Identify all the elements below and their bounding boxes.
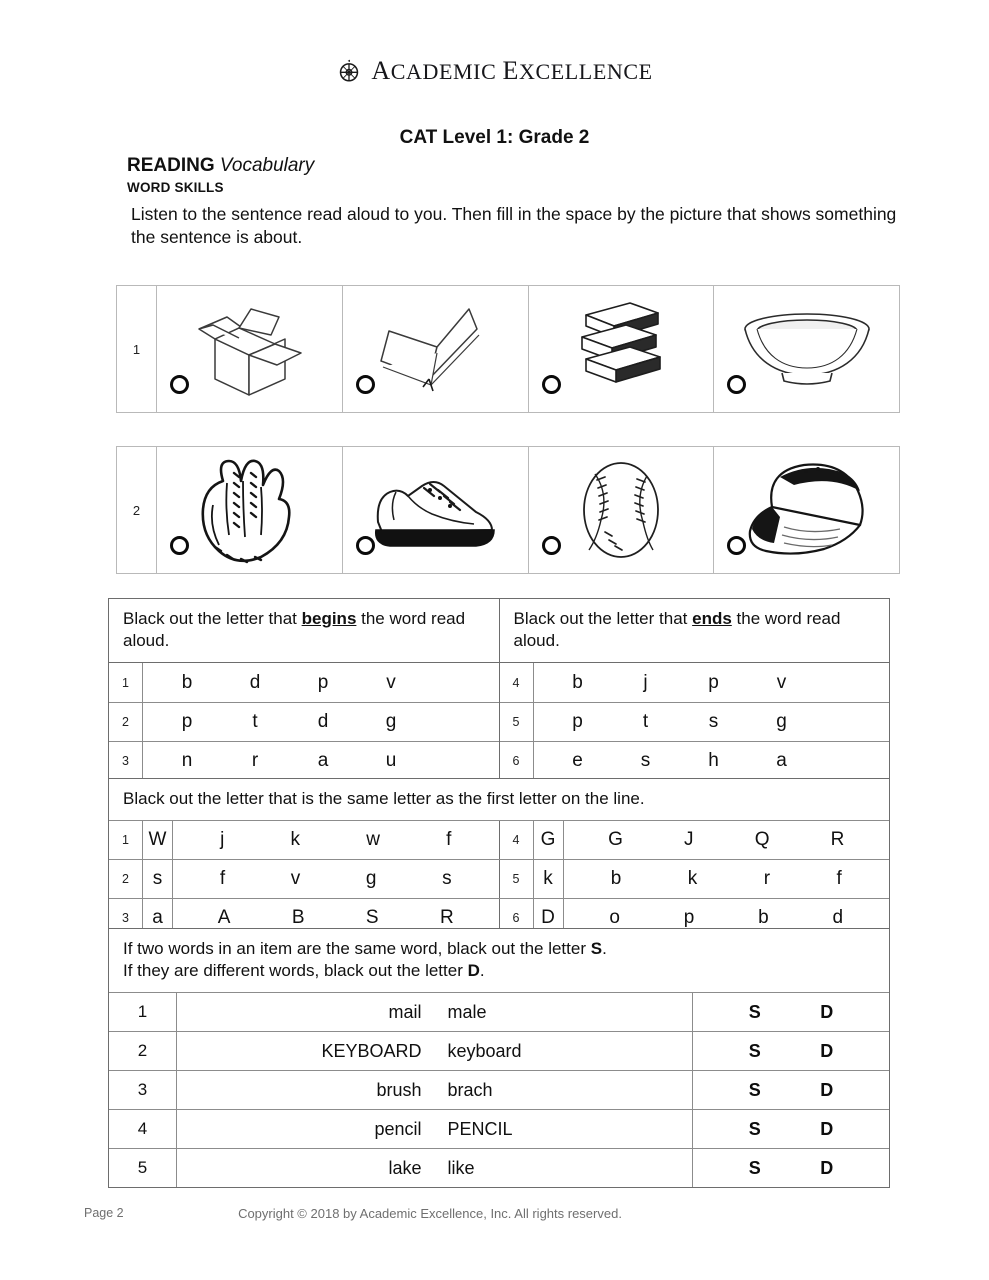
letter-option[interactable]: g <box>776 711 787 733</box>
letter-option[interactable]: R <box>830 829 845 851</box>
picture-choice[interactable] <box>343 447 529 573</box>
begins-ends-tables <box>109 662 889 780</box>
ends-prompt-cell <box>500 599 890 662</box>
letter-option[interactable]: R <box>440 907 454 929</box>
letter-option[interactable]: o <box>609 907 620 929</box>
baseball-cap-icon <box>732 455 882 565</box>
same-letter-right-cell <box>500 821 890 859</box>
table-row <box>109 1148 889 1187</box>
word-first: brush <box>376 1079 422 1100</box>
letter-option[interactable]: p <box>683 907 695 929</box>
word-pair <box>177 1071 693 1109</box>
option-same[interactable]: S <box>748 1118 761 1139</box>
letter-options <box>143 742 499 780</box>
row-number: 1 <box>109 821 143 859</box>
compass-rose-icon <box>336 58 362 84</box>
letter-option[interactable]: b <box>181 671 193 693</box>
word-second: brach <box>447 1079 493 1100</box>
prompt-line2-pre: If they are different words, black out the letter <box>123 961 468 981</box>
letter-option[interactable]: s <box>640 750 651 772</box>
letter-option[interactable]: b <box>610 868 622 890</box>
row-number: 4 <box>500 663 534 702</box>
begins-prompt-post: the word read aloud. <box>123 609 466 651</box>
same-different-prompt <box>109 929 889 992</box>
row-number: 2 <box>109 703 143 741</box>
prompt-line2-keyword: D <box>467 961 480 981</box>
word-pair <box>177 1110 693 1148</box>
table-row <box>500 702 890 741</box>
answer-bubble[interactable] <box>170 375 189 394</box>
footer-page-number: Page 2 <box>84 1206 124 1220</box>
letter-option[interactable]: d <box>249 671 261 693</box>
subject-subname: Vocabulary <box>219 155 315 176</box>
letter-option[interactable]: k <box>687 868 698 890</box>
letter-options <box>564 821 890 859</box>
option-same[interactable]: S <box>748 1157 761 1178</box>
letter-options <box>173 821 499 859</box>
reference-letter: G <box>534 821 564 859</box>
letter-option[interactable]: r <box>763 868 771 890</box>
subject-name: READING <box>127 155 215 176</box>
begins-ends-section <box>108 598 890 781</box>
table-row <box>109 1109 889 1148</box>
brand-header <box>0 56 989 86</box>
reference-letter: D <box>534 899 564 937</box>
letter-option[interactable]: r <box>251 750 259 772</box>
letter-option[interactable]: J <box>684 829 694 851</box>
row-number: 6 <box>500 742 534 780</box>
picture-choice[interactable] <box>157 447 343 573</box>
table-row <box>109 663 499 702</box>
picture-choice[interactable] <box>714 286 899 412</box>
begins-prompt-keyword: begins <box>301 609 357 628</box>
same-letter-right-cell <box>500 860 890 898</box>
option-different[interactable]: D <box>820 1040 834 1061</box>
table-row <box>109 1031 889 1070</box>
sd-options <box>693 1032 889 1070</box>
letter-options <box>534 703 890 741</box>
same-letter-left-cell <box>109 860 500 898</box>
word-second: PENCIL <box>447 1118 513 1139</box>
row-number: 6 <box>500 899 534 937</box>
row-number: 2 <box>109 1032 177 1070</box>
sd-options <box>693 1071 889 1109</box>
page-title: CAT Level 1: Grade 2 <box>399 127 590 148</box>
brand-name-a: A <box>371 56 391 85</box>
table-row <box>500 741 890 780</box>
letter-option[interactable]: p <box>317 671 329 693</box>
answer-bubble[interactable] <box>356 536 375 555</box>
letter-option[interactable]: A <box>217 907 231 929</box>
row-number: 5 <box>109 1149 177 1187</box>
table-row <box>109 1070 889 1109</box>
table-row <box>109 741 499 780</box>
word-pair <box>177 1149 693 1187</box>
letter-option[interactable]: f <box>446 829 452 851</box>
letter-option[interactable]: j <box>643 671 648 693</box>
begins-prompt <box>109 599 499 662</box>
row-number: 5 <box>500 860 534 898</box>
reference-letter: k <box>534 860 564 898</box>
picture-choice[interactable] <box>157 286 343 412</box>
letter-option[interactable]: g <box>365 868 377 890</box>
bowl-icon <box>732 301 882 397</box>
same-different-prompt-line2 <box>123 960 877 982</box>
subject-heading <box>127 155 314 177</box>
option-different[interactable]: D <box>820 1118 834 1139</box>
table-row <box>109 859 889 898</box>
open-box-icon <box>179 295 319 403</box>
ends-table <box>500 663 890 780</box>
letter-option[interactable]: j <box>220 829 225 851</box>
same-letter-prompt: Black out the letter that is the same letter as the first letter on the line. <box>123 789 645 808</box>
letter-options <box>564 860 890 898</box>
item-number: 2 <box>117 447 157 573</box>
answer-bubble[interactable] <box>542 375 561 394</box>
same-letter-section <box>108 778 890 938</box>
sneaker-icon <box>360 464 510 556</box>
letter-option[interactable]: v <box>290 868 301 890</box>
brand-name-academic: CADEMIC <box>390 59 497 84</box>
picture-choice[interactable] <box>529 447 715 573</box>
letter-options <box>534 663 890 702</box>
ends-prompt-keyword: ends <box>692 609 732 628</box>
table-row <box>109 820 889 859</box>
letter-option[interactable]: k <box>290 829 301 851</box>
row-number: 4 <box>500 821 534 859</box>
ends-prompt <box>500 599 890 662</box>
letter-option[interactable]: p <box>572 711 583 733</box>
option-same[interactable]: S <box>748 1040 761 1061</box>
row-number: 3 <box>109 742 143 780</box>
sd-options <box>693 993 889 1031</box>
letter-option[interactable]: G <box>608 829 623 851</box>
letter-option[interactable]: t <box>642 711 649 733</box>
row-number: 1 <box>109 663 143 702</box>
begins-prompt-cell <box>109 599 500 662</box>
footer-copyright: Copyright © 2018 by Academic Excellence, Inc. All rights reserved. <box>238 1206 622 1221</box>
letter-option[interactable]: f <box>219 868 226 890</box>
letter-option[interactable]: Q <box>754 829 770 851</box>
option-different[interactable]: D <box>820 1157 834 1178</box>
picture-item-row <box>116 446 900 574</box>
letter-option[interactable]: f <box>836 868 842 890</box>
picture-choice[interactable] <box>714 447 899 573</box>
answer-bubble[interactable] <box>170 536 189 555</box>
letter-options <box>143 663 499 702</box>
letter-option[interactable]: v <box>386 671 396 693</box>
letter-option[interactable]: g <box>385 711 397 733</box>
option-different[interactable]: D <box>820 1079 834 1100</box>
begins-table <box>109 663 500 780</box>
same-different-prompt-line1 <box>123 938 877 960</box>
letter-option[interactable]: e <box>572 750 583 772</box>
begins-prompt-pre: Black out the letter that <box>123 609 302 628</box>
table-row <box>109 702 499 741</box>
letter-option[interactable]: h <box>708 750 719 772</box>
word-first: mail <box>388 1001 422 1022</box>
letter-option[interactable]: n <box>181 750 193 772</box>
letter-option[interactable]: s <box>708 711 719 733</box>
sd-options <box>693 1110 889 1148</box>
prompt-line1-keyword: S <box>590 939 603 958</box>
letter-option[interactable]: d <box>317 711 329 733</box>
answer-bubble[interactable] <box>542 536 561 555</box>
brand-name <box>371 56 652 86</box>
same-letter-left-cell <box>109 821 500 859</box>
row-number: 3 <box>109 1071 177 1109</box>
open-book-icon <box>365 295 505 403</box>
letter-option[interactable]: B <box>291 907 305 929</box>
stack-of-books-icon <box>556 293 686 405</box>
letter-option[interactable]: p <box>181 711 193 733</box>
begins-ends-prompts <box>109 599 889 662</box>
word-first: lake <box>388 1157 422 1178</box>
option-different[interactable]: D <box>820 1001 834 1022</box>
letter-option[interactable]: w <box>366 829 380 851</box>
baseball-glove-icon <box>193 451 305 569</box>
letter-option[interactable]: b <box>758 907 769 929</box>
reference-letter: a <box>143 899 173 937</box>
letter-options <box>143 703 499 741</box>
word-first: pencil <box>374 1118 422 1139</box>
row-number: 3 <box>109 899 143 937</box>
letter-option[interactable]: s <box>442 868 452 890</box>
table-row <box>109 992 889 1031</box>
ends-prompt-post: the word read aloud. <box>513 609 841 651</box>
letter-option[interactable]: b <box>572 671 583 693</box>
picture-choice[interactable] <box>343 286 529 412</box>
letter-options <box>173 860 499 898</box>
table-row <box>500 663 890 702</box>
sd-options <box>693 1149 889 1187</box>
baseball-icon <box>569 454 673 566</box>
ends-prompt-pre: Black out the letter that <box>513 609 693 628</box>
picture-item-row <box>116 285 900 413</box>
picture-choice[interactable] <box>529 286 715 412</box>
letter-option[interactable]: d <box>832 907 844 929</box>
same-different-section <box>108 928 890 1188</box>
option-same[interactable]: S <box>748 1079 761 1100</box>
brand-name-e: E <box>502 56 519 85</box>
letter-option[interactable]: v <box>776 671 787 693</box>
reference-letter: s <box>143 860 173 898</box>
letter-options <box>534 742 890 780</box>
letter-option[interactable]: u <box>385 750 397 772</box>
word-second: male <box>447 1001 487 1022</box>
letter-option[interactable]: t <box>252 711 258 733</box>
row-number: 1 <box>109 993 177 1031</box>
row-number: 2 <box>109 860 143 898</box>
row-number: 4 <box>109 1110 177 1148</box>
brand-name-excellence: XCELLENCE <box>518 59 653 84</box>
letter-option[interactable]: p <box>708 671 719 693</box>
answer-bubble[interactable] <box>356 375 375 394</box>
item-number: 1 <box>117 286 157 412</box>
prompt-line1-pre: If two words in an item are the same word, black out the letter <box>123 939 591 958</box>
prompt-line2-post: . <box>479 961 485 981</box>
word-second: like <box>447 1157 475 1178</box>
word-second: keyboard <box>447 1040 522 1061</box>
word-pair <box>177 993 693 1031</box>
prompt-line1-post: . <box>602 939 607 958</box>
row-number: 5 <box>500 703 534 741</box>
option-same[interactable]: S <box>748 1001 761 1022</box>
word-first: KEYBOARD <box>321 1040 422 1061</box>
word-pair <box>177 1032 693 1070</box>
skills-heading: WORD SKILLS <box>127 180 224 195</box>
letter-option[interactable]: a <box>317 750 329 772</box>
reference-letter: W <box>143 821 173 859</box>
letter-option[interactable]: a <box>776 750 787 772</box>
letter-option[interactable]: S <box>365 907 379 929</box>
directions-text: Listen to the sentence read aloud to you. Then fill in the space by the picture that shows something the sentence is about. <box>131 204 897 248</box>
